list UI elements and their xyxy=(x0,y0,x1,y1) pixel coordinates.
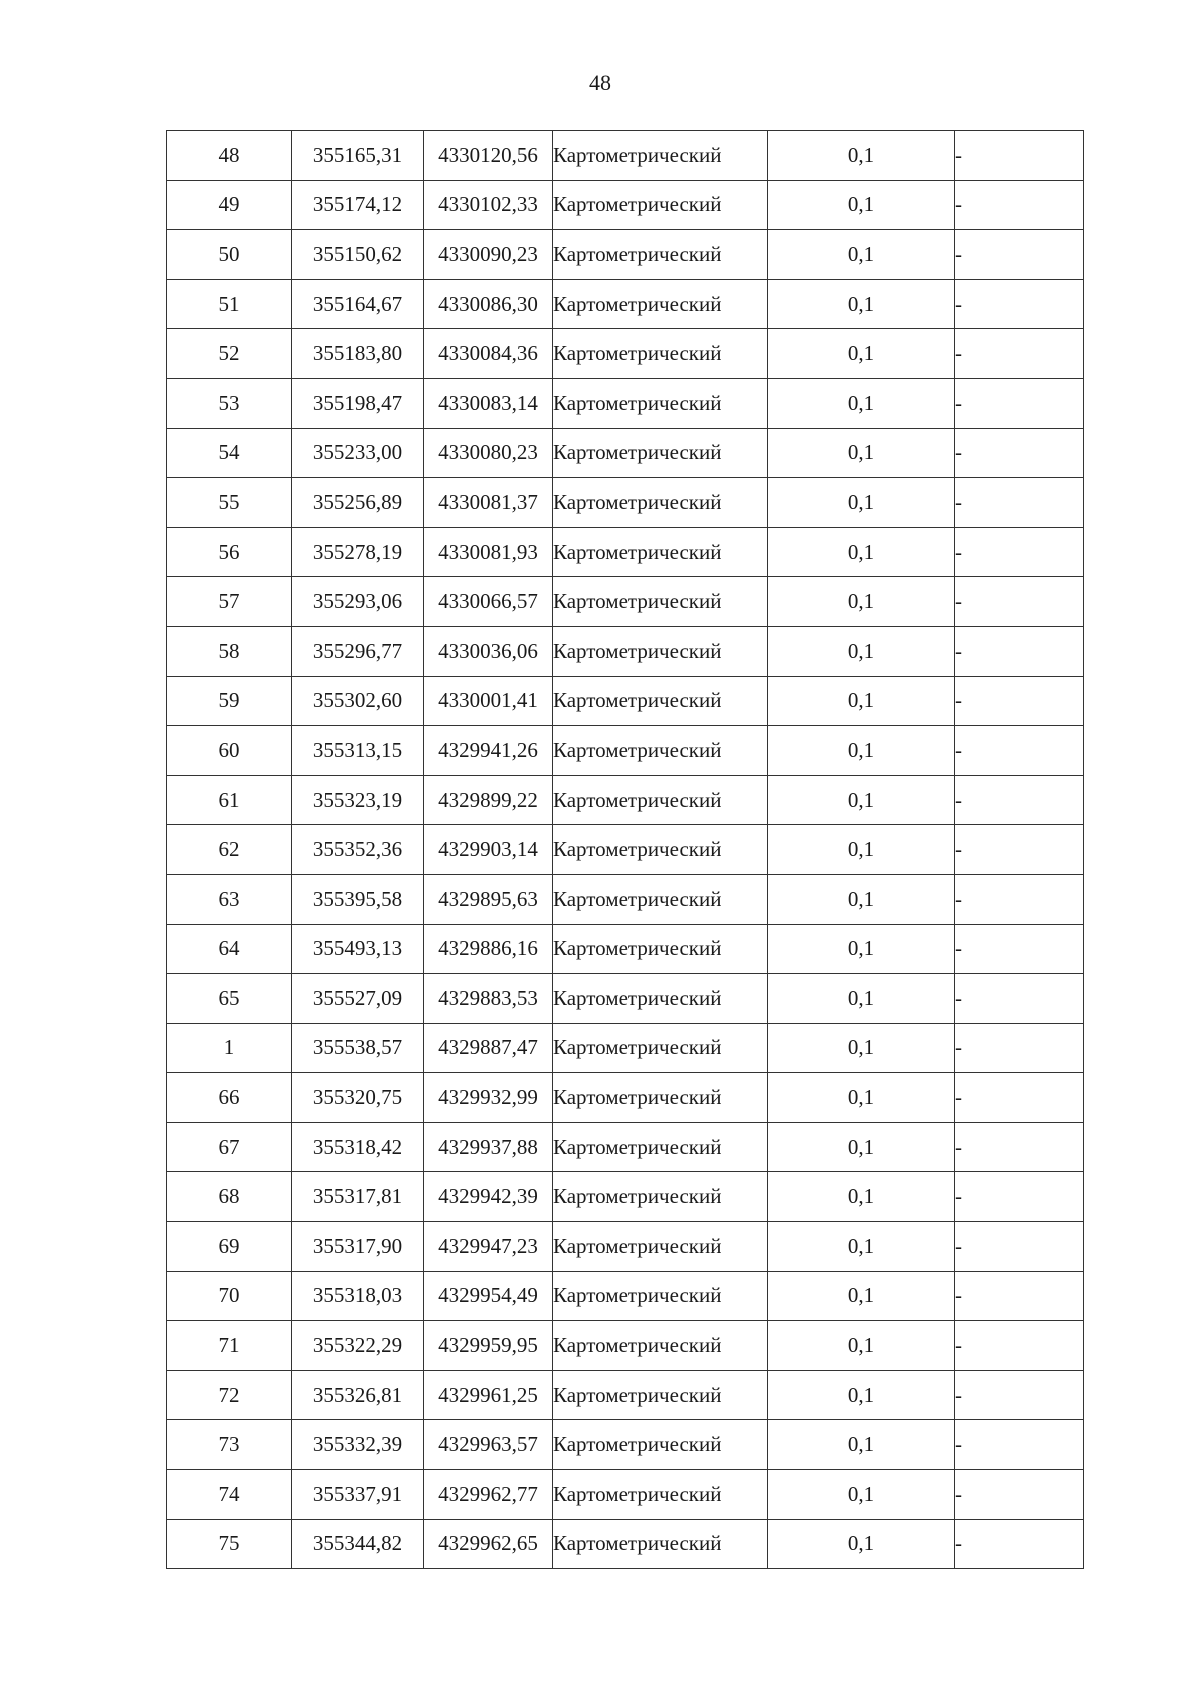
method-cell: Картометрический xyxy=(553,1321,768,1371)
accuracy-cell: 0,1 xyxy=(768,676,955,726)
description-cell: - xyxy=(955,1321,1084,1371)
method-cell: Картометрический xyxy=(553,527,768,577)
table-row xyxy=(167,1222,1084,1272)
y-coordinate-cell: 4330083,14 xyxy=(424,378,553,428)
y-coordinate-cell: 4330081,37 xyxy=(424,478,553,528)
accuracy-cell: 0,1 xyxy=(768,1519,955,1569)
accuracy-cell: 0,1 xyxy=(768,974,955,1024)
point-number-cell: 60 xyxy=(167,726,292,776)
table-row xyxy=(167,1122,1084,1172)
x-coordinate-cell: 355352,36 xyxy=(292,825,424,875)
table-row xyxy=(167,924,1084,974)
description-cell: - xyxy=(955,974,1084,1024)
point-number-cell: 59 xyxy=(167,676,292,726)
description-cell: - xyxy=(955,478,1084,528)
table-row xyxy=(167,1470,1084,1520)
method-cell: Картометрический xyxy=(553,1073,768,1123)
x-coordinate-cell: 355293,06 xyxy=(292,577,424,627)
point-number-cell: 61 xyxy=(167,775,292,825)
point-number-cell: 69 xyxy=(167,1222,292,1272)
table-row xyxy=(167,527,1084,577)
method-cell: Картометрический xyxy=(553,1519,768,1569)
description-cell: - xyxy=(955,428,1084,478)
accuracy-cell: 0,1 xyxy=(768,428,955,478)
point-number-cell: 72 xyxy=(167,1370,292,1420)
point-number-cell: 50 xyxy=(167,230,292,280)
y-coordinate-cell: 4329954,49 xyxy=(424,1271,553,1321)
method-cell: Картометрический xyxy=(553,775,768,825)
accuracy-cell: 0,1 xyxy=(768,726,955,776)
accuracy-cell: 0,1 xyxy=(768,1420,955,1470)
point-number-cell: 55 xyxy=(167,478,292,528)
table-row xyxy=(167,577,1084,627)
point-number-cell: 48 xyxy=(167,131,292,181)
x-coordinate-cell: 355337,91 xyxy=(292,1470,424,1520)
method-cell: Картометрический xyxy=(553,1023,768,1073)
method-cell: Картометрический xyxy=(553,626,768,676)
method-cell: Картометрический xyxy=(553,1172,768,1222)
point-number-cell: 71 xyxy=(167,1321,292,1371)
point-number-cell: 51 xyxy=(167,279,292,329)
y-coordinate-cell: 4329941,26 xyxy=(424,726,553,776)
description-cell: - xyxy=(955,577,1084,627)
table-row xyxy=(167,230,1084,280)
description-cell: - xyxy=(955,726,1084,776)
description-cell: - xyxy=(955,924,1084,974)
coordinates-table xyxy=(166,130,1084,1569)
accuracy-cell: 0,1 xyxy=(768,1073,955,1123)
x-coordinate-cell: 355313,15 xyxy=(292,726,424,776)
y-coordinate-cell: 4330086,30 xyxy=(424,279,553,329)
description-cell: - xyxy=(955,1271,1084,1321)
y-coordinate-cell: 4329947,23 xyxy=(424,1222,553,1272)
point-number-cell: 70 xyxy=(167,1271,292,1321)
page-number: 48 xyxy=(589,70,611,95)
description-cell: - xyxy=(955,230,1084,280)
table-row xyxy=(167,1321,1084,1371)
y-coordinate-cell: 4329959,95 xyxy=(424,1321,553,1371)
x-coordinate-cell: 355322,29 xyxy=(292,1321,424,1371)
table-row xyxy=(167,1519,1084,1569)
description-cell: - xyxy=(955,1519,1084,1569)
table-row xyxy=(167,626,1084,676)
method-cell: Картометрический xyxy=(553,1122,768,1172)
method-cell: Картометрический xyxy=(553,825,768,875)
method-cell: Картометрический xyxy=(553,577,768,627)
table-row xyxy=(167,726,1084,776)
description-cell: - xyxy=(955,825,1084,875)
method-cell: Картометрический xyxy=(553,378,768,428)
description-cell: - xyxy=(955,1172,1084,1222)
point-number-cell: 74 xyxy=(167,1470,292,1520)
y-coordinate-cell: 4329903,14 xyxy=(424,825,553,875)
description-cell: - xyxy=(955,1073,1084,1123)
accuracy-cell: 0,1 xyxy=(768,527,955,577)
x-coordinate-cell: 355302,60 xyxy=(292,676,424,726)
x-coordinate-cell: 355233,00 xyxy=(292,428,424,478)
y-coordinate-cell: 4330066,57 xyxy=(424,577,553,627)
table-row xyxy=(167,775,1084,825)
table-row xyxy=(167,279,1084,329)
x-coordinate-cell: 355326,81 xyxy=(292,1370,424,1420)
description-cell: - xyxy=(955,329,1084,379)
description-cell: - xyxy=(955,527,1084,577)
description-cell: - xyxy=(955,279,1084,329)
y-coordinate-cell: 4330102,33 xyxy=(424,180,553,230)
y-coordinate-cell: 4329895,63 xyxy=(424,874,553,924)
x-coordinate-cell: 355318,03 xyxy=(292,1271,424,1321)
table-row xyxy=(167,378,1084,428)
method-cell: Картометрический xyxy=(553,1370,768,1420)
description-cell: - xyxy=(955,874,1084,924)
y-coordinate-cell: 4330001,41 xyxy=(424,676,553,726)
accuracy-cell: 0,1 xyxy=(768,279,955,329)
method-cell: Картометрический xyxy=(553,1470,768,1520)
table-row xyxy=(167,478,1084,528)
table-row xyxy=(167,1420,1084,1470)
y-coordinate-cell: 4329883,53 xyxy=(424,974,553,1024)
point-number-cell: 75 xyxy=(167,1519,292,1569)
method-cell: Картометрический xyxy=(553,1222,768,1272)
y-coordinate-cell: 4329962,77 xyxy=(424,1470,553,1520)
y-coordinate-cell: 4329962,65 xyxy=(424,1519,553,1569)
y-coordinate-cell: 4330081,93 xyxy=(424,527,553,577)
x-coordinate-cell: 355164,67 xyxy=(292,279,424,329)
point-number-cell: 68 xyxy=(167,1172,292,1222)
method-cell: Картометрический xyxy=(553,131,768,181)
point-number-cell: 66 xyxy=(167,1073,292,1123)
method-cell: Картометрический xyxy=(553,478,768,528)
y-coordinate-cell: 4329932,99 xyxy=(424,1073,553,1123)
description-cell: - xyxy=(955,131,1084,181)
point-number-cell: 64 xyxy=(167,924,292,974)
accuracy-cell: 0,1 xyxy=(768,874,955,924)
coordinates-table-body xyxy=(167,131,1084,1569)
table-row xyxy=(167,974,1084,1024)
x-coordinate-cell: 355317,81 xyxy=(292,1172,424,1222)
accuracy-cell: 0,1 xyxy=(768,924,955,974)
point-number-cell: 1 xyxy=(167,1023,292,1073)
description-cell: - xyxy=(955,1370,1084,1420)
method-cell: Картометрический xyxy=(553,726,768,776)
point-number-cell: 54 xyxy=(167,428,292,478)
accuracy-cell: 0,1 xyxy=(768,378,955,428)
x-coordinate-cell: 355395,58 xyxy=(292,874,424,924)
table-row xyxy=(167,1271,1084,1321)
x-coordinate-cell: 355198,47 xyxy=(292,378,424,428)
point-number-cell: 73 xyxy=(167,1420,292,1470)
description-cell: - xyxy=(955,180,1084,230)
method-cell: Картометрический xyxy=(553,428,768,478)
description-cell: - xyxy=(955,378,1084,428)
accuracy-cell: 0,1 xyxy=(768,1122,955,1172)
description-cell: - xyxy=(955,676,1084,726)
y-coordinate-cell: 4329963,57 xyxy=(424,1420,553,1470)
x-coordinate-cell: 355183,80 xyxy=(292,329,424,379)
x-coordinate-cell: 355320,75 xyxy=(292,1073,424,1123)
accuracy-cell: 0,1 xyxy=(768,1370,955,1420)
method-cell: Картометрический xyxy=(553,874,768,924)
method-cell: Картометрический xyxy=(553,1271,768,1321)
x-coordinate-cell: 355323,19 xyxy=(292,775,424,825)
accuracy-cell: 0,1 xyxy=(768,1222,955,1272)
table-row xyxy=(167,428,1084,478)
x-coordinate-cell: 355493,13 xyxy=(292,924,424,974)
x-coordinate-cell: 355317,90 xyxy=(292,1222,424,1272)
point-number-cell: 49 xyxy=(167,180,292,230)
y-coordinate-cell: 4329942,39 xyxy=(424,1172,553,1222)
table-row xyxy=(167,180,1084,230)
table-row xyxy=(167,1370,1084,1420)
method-cell: Картометрический xyxy=(553,1420,768,1470)
table-row xyxy=(167,329,1084,379)
y-coordinate-cell: 4329937,88 xyxy=(424,1122,553,1172)
table-row xyxy=(167,825,1084,875)
x-coordinate-cell: 355332,39 xyxy=(292,1420,424,1470)
accuracy-cell: 0,1 xyxy=(768,577,955,627)
x-coordinate-cell: 355344,82 xyxy=(292,1519,424,1569)
x-coordinate-cell: 355318,42 xyxy=(292,1122,424,1172)
x-coordinate-cell: 355527,09 xyxy=(292,974,424,1024)
point-number-cell: 56 xyxy=(167,527,292,577)
accuracy-cell: 0,1 xyxy=(768,180,955,230)
accuracy-cell: 0,1 xyxy=(768,1023,955,1073)
point-number-cell: 65 xyxy=(167,974,292,1024)
accuracy-cell: 0,1 xyxy=(768,775,955,825)
accuracy-cell: 0,1 xyxy=(768,131,955,181)
y-coordinate-cell: 4330036,06 xyxy=(424,626,553,676)
table-row xyxy=(167,676,1084,726)
table-row xyxy=(167,1023,1084,1073)
description-cell: - xyxy=(955,1222,1084,1272)
point-number-cell: 57 xyxy=(167,577,292,627)
x-coordinate-cell: 355296,77 xyxy=(292,626,424,676)
method-cell: Картометрический xyxy=(553,329,768,379)
point-number-cell: 52 xyxy=(167,329,292,379)
point-number-cell: 53 xyxy=(167,378,292,428)
accuracy-cell: 0,1 xyxy=(768,230,955,280)
description-cell: - xyxy=(955,1122,1084,1172)
description-cell: - xyxy=(955,1420,1084,1470)
point-number-cell: 63 xyxy=(167,874,292,924)
point-number-cell: 62 xyxy=(167,825,292,875)
x-coordinate-cell: 355278,19 xyxy=(292,527,424,577)
x-coordinate-cell: 355150,62 xyxy=(292,230,424,280)
method-cell: Картометрический xyxy=(553,974,768,1024)
x-coordinate-cell: 355165,31 xyxy=(292,131,424,181)
method-cell: Картометрический xyxy=(553,180,768,230)
accuracy-cell: 0,1 xyxy=(768,626,955,676)
accuracy-cell: 0,1 xyxy=(768,1470,955,1520)
table-row xyxy=(167,1172,1084,1222)
accuracy-cell: 0,1 xyxy=(768,1321,955,1371)
method-cell: Картометрический xyxy=(553,924,768,974)
description-cell: - xyxy=(955,1470,1084,1520)
x-coordinate-cell: 355538,57 xyxy=(292,1023,424,1073)
y-coordinate-cell: 4330120,56 xyxy=(424,131,553,181)
table-row xyxy=(167,1073,1084,1123)
y-coordinate-cell: 4330080,23 xyxy=(424,428,553,478)
point-number-cell: 58 xyxy=(167,626,292,676)
y-coordinate-cell: 4330090,23 xyxy=(424,230,553,280)
method-cell: Картометрический xyxy=(553,676,768,726)
method-cell: Картометрический xyxy=(553,230,768,280)
table-row xyxy=(167,874,1084,924)
accuracy-cell: 0,1 xyxy=(768,825,955,875)
point-number-cell: 67 xyxy=(167,1122,292,1172)
y-coordinate-cell: 4329899,22 xyxy=(424,775,553,825)
description-cell: - xyxy=(955,626,1084,676)
description-cell: - xyxy=(955,1023,1084,1073)
method-cell: Картометрический xyxy=(553,279,768,329)
accuracy-cell: 0,1 xyxy=(768,478,955,528)
accuracy-cell: 0,1 xyxy=(768,329,955,379)
x-coordinate-cell: 355174,12 xyxy=(292,180,424,230)
description-cell: - xyxy=(955,775,1084,825)
y-coordinate-cell: 4329887,47 xyxy=(424,1023,553,1073)
table-row xyxy=(167,131,1084,181)
x-coordinate-cell: 355256,89 xyxy=(292,478,424,528)
y-coordinate-cell: 4329886,16 xyxy=(424,924,553,974)
accuracy-cell: 0,1 xyxy=(768,1172,955,1222)
y-coordinate-cell: 4330084,36 xyxy=(424,329,553,379)
accuracy-cell: 0,1 xyxy=(768,1271,955,1321)
y-coordinate-cell: 4329961,25 xyxy=(424,1370,553,1420)
